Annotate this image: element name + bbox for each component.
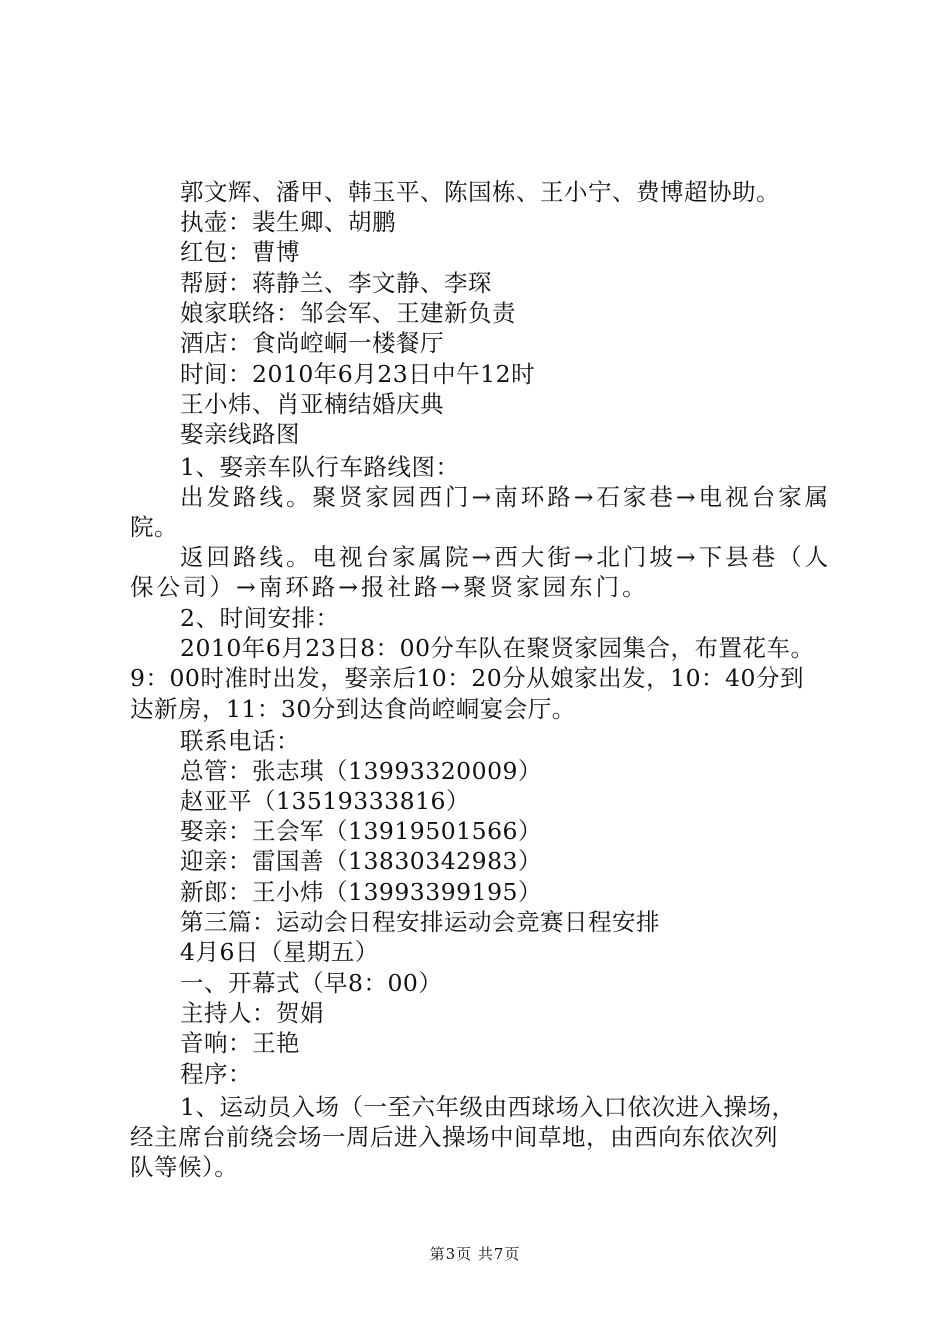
text-line: 院。 [130, 513, 178, 541]
text-line: 总管：张志琪（13993320009） [180, 757, 542, 785]
text-line: 联系电话： [180, 727, 300, 755]
text-line: 时间：2010年6月23日中午12时 [180, 360, 536, 388]
text-line: 新郎：王小炜（13993399195） [180, 878, 542, 906]
text-line: 1、娶亲车队行车路线图： [180, 453, 460, 481]
text-line: 郭文辉、潘甲、韩玉平、陈国栋、王小宁、费博超协助。 [180, 178, 780, 206]
text-line: 4月6日（星期五） [180, 938, 379, 966]
text-line: 酒店：食尚崆峒一楼餐厅 [180, 329, 444, 357]
text-line: 第三篇：运动会日程安排运动会竞赛日程安排 [180, 908, 660, 936]
text-line: 王小炜、肖亚楠结婚庆典 [180, 390, 444, 418]
text-line: 主持人：贺娟 [180, 999, 324, 1027]
text-line: 经主席台前绕会场一周后进入操场中间草地，由西向东依次列 [130, 1123, 778, 1151]
text-line: 返回路线。电视台家属院→西大街→北门坡→下县巷（人 [180, 543, 832, 571]
text-line: 迎亲：雷国善（13830342983） [180, 847, 542, 875]
text-line: 2010年6月23日8：00分车队在聚贤家园集合，布置花车。 [180, 634, 815, 662]
text-line: 9：00时准时出发，娶亲后10：20分从娘家出发，10：40分到 [130, 664, 804, 692]
text-line: 程序： [180, 1060, 252, 1088]
text-line: 1、运动员入场（一至六年级由西球场入口依次进入操场， [180, 1093, 796, 1121]
page-number-footer: 第3页 共7页 [429, 1245, 521, 1263]
text-line: 娶亲：王会军（13919501566） [180, 817, 542, 845]
text-line: 一、开幕式（早8：00） [180, 969, 443, 997]
text-line: 保公司）→南环路→报社路→聚贤家园东门。 [130, 573, 649, 601]
text-line: 队等候）。 [130, 1153, 239, 1181]
text-line: 红包：曹博 [180, 238, 300, 266]
text-line: 娶亲线路图 [180, 420, 300, 448]
text-line: 出发路线。聚贤家园西门→南环路→石家巷→电视台家属 [180, 483, 832, 511]
text-line: 赵亚平（13519333816） [180, 787, 470, 815]
text-line: 执壶：裴生卿、胡鹏 [180, 208, 396, 236]
text-line: 达新房，11：30分到达食尚崆峒宴会厅。 [130, 695, 576, 723]
text-line: 帮厨：蒋静兰、李文静、李琛 [180, 269, 492, 297]
text-line: 2、时间安排： [180, 604, 340, 632]
text-line: 娘家联络：邹会军、王建新负责 [180, 299, 516, 327]
text-line: 音响：王艳 [180, 1029, 300, 1057]
